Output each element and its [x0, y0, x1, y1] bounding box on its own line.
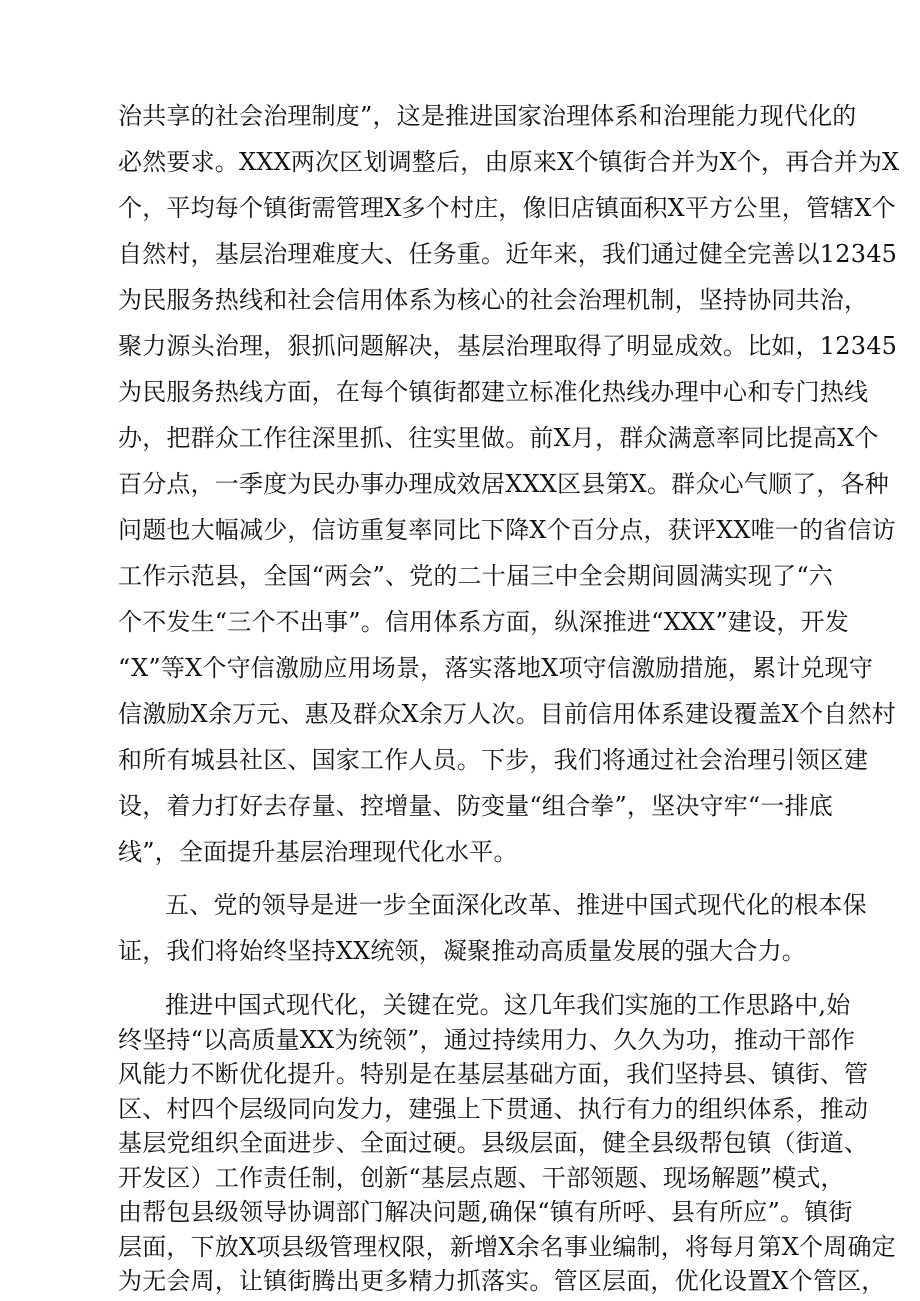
text-line: 为民服务热线和社会信用体系为核心的社会治理机制，坚持协同共治，: [118, 286, 869, 314]
text-line: 线”，全面提升基层治理现代化水平。: [118, 838, 518, 866]
text-line: 聚力源头治理，狠抓问题解决，基层治理取得了明显成效。比如，12345: [118, 332, 898, 360]
text-line: 为民服务热线方面，在每个镇街都建立标准化热线办理中心和专门热线: [118, 378, 869, 406]
text-line: 办，把群众工作往深里抓、往实里做。前X月，群众满意率同比提高X个: [118, 424, 879, 452]
text-line: “X”等X个守信激励应用场景，落实落地X项守信激励措施，累计兑现守: [118, 654, 874, 682]
text-line: 个不发生“三个不出事”。信用体系方面，纵深推进“XXX”建设，开发: [118, 608, 849, 636]
text-line: 个，平均每个镇街需管理X多个村庄，像旧店镇面积X平方公里，管辖X个: [118, 194, 896, 222]
text-line: 风能力不断优化提升。特别是在基层基础方面，我们坚持县、镇街、管: [118, 1060, 869, 1088]
text-line: 设，着力打好去存量、控增量、防变量“组合拳”，坚决守牢“一排底: [118, 792, 834, 820]
text-line: 信激励X余万元、惠及群众X余万人次。目前信用体系建设覆盖X个自然村: [118, 700, 896, 728]
text-line: 为无会周，让镇街腾出更多精力抓落实。管区层面，优化设置X个管区，: [118, 1267, 886, 1295]
text-line: 推进中国式现代化，关键在党。这几年我们实施的工作思路中,始: [165, 991, 851, 1019]
text-line: 证，我们将始终坚持XX统领，凝聚推动高质量发展的强大合力。: [118, 937, 806, 965]
text-line: 和所有城县社区、国家工作人员。下步，我们将通过社会治理引领区建: [118, 746, 869, 774]
text-line: 治共享的社会治理制度”，这是推进国家治理体系和治理能力现代化的: [118, 102, 857, 130]
text-line: 区、村四个层级同向发力，建强上下贯通、执行有力的组织体系，推动: [118, 1094, 869, 1123]
text-line: 工作示范县，全国“两会”、党的二十届三中全会期间圆满实现了“六: [118, 562, 834, 590]
text-line: 自然村，基层治理难度大、任务重。近年来，我们通过健全完善以12345: [118, 240, 898, 268]
text-line: 问题也大幅减少，信访重复率同比下降X个百分点，获评XX唯一的省信访: [118, 516, 896, 544]
text-line: 五、党的领导是进一步全面深化改革、推进中国式现代化的根本保: [165, 891, 867, 919]
text-line: 必然要求。XXX两次区划调整后，由原来X个镇街合并为X个，再合并为X: [118, 148, 900, 176]
text-line: 终坚持“以高质量XX为统领”，通过持续用力、久久为功，推动干部作: [118, 1025, 856, 1054]
text-line: 由帮包县级领导协调部门解决问题,确保“镇有所呼、县有所应”。镇街: [118, 1198, 853, 1226]
text-line: 层面，下放X项县级管理权限，新增X余名事业编制，将每月第X个周确定: [118, 1232, 896, 1261]
text-line: 基层党组织全面进步、全面过硬。县级层面，健全县级帮包镇（街道、: [118, 1129, 869, 1157]
text-line: 百分点，一季度为民办事办理成效居XXX区县第X。群众心气顺了，各种: [118, 470, 889, 498]
text-line: 开发区）工作责任制，创新“基层点题、干部领题、现场解题”模式，: [118, 1163, 845, 1192]
